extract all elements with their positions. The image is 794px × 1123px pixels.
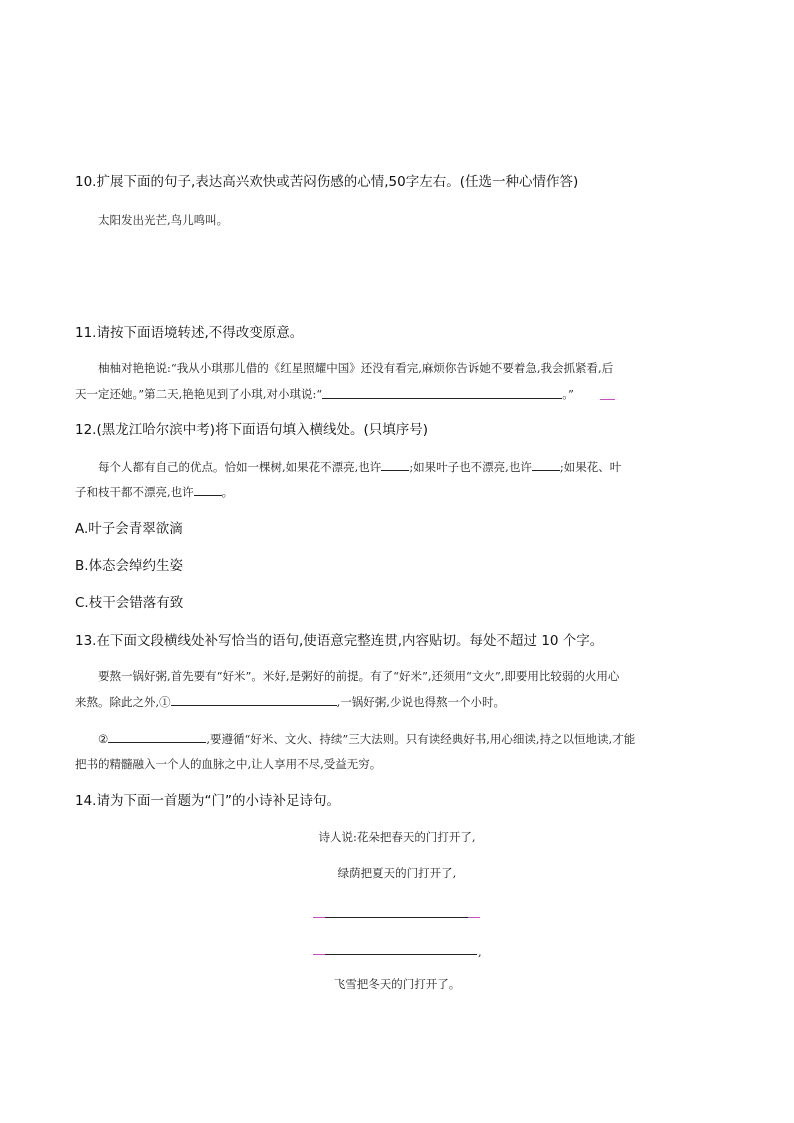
question-13-text-d: ,要遵循“好米、文火、持续”三大法则。只有读经典好书,用心细读,持之以恒地读,才能	[206, 732, 636, 746]
question-11-line-1: 柚柚对艳艳说:“我从小琪那儿借的《红星照耀中国》还没有看完,麻烦你告诉她不要着急,我会抓紧看,后	[98, 361, 614, 375]
question-11-line-2-end: 。”	[562, 387, 574, 401]
question-12-line-1	[98, 458, 621, 475]
answer-blank-11-mark	[600, 399, 615, 400]
poem-blank-3[interactable]	[325, 917, 468, 918]
option-b: B.体态会绰约生姿	[75, 558, 184, 574]
question-12-text-b: ;如果叶子也不漂亮,也许	[409, 460, 532, 474]
poem-line-2: 绿荫把夏天的门打开了,	[337, 866, 457, 880]
answer-blank-11[interactable]	[322, 386, 562, 399]
question-13-text-b: ,一锅好粥,少说也得熬一个小时。	[336, 695, 505, 709]
poem-blank-3-left-mark	[313, 917, 325, 918]
answer-blank-12-3[interactable]	[194, 483, 222, 496]
option-c: C.枝干会错落有致	[75, 595, 184, 611]
poem-blank-4-left-mark	[313, 954, 325, 955]
question-12-text-e: 。	[221, 485, 234, 499]
answer-blank-12-2[interactable]	[532, 458, 560, 471]
question-13-line-3	[98, 730, 635, 747]
answer-blank-13-2[interactable]	[108, 730, 206, 743]
question-11-title: 11.请按下面语境转述,不得改变原意。	[75, 325, 304, 341]
poem-line-4-comma: ,	[478, 945, 482, 959]
question-14-title: 14.请为下面一首题为“门”的小诗补足诗句。	[75, 793, 340, 809]
question-12-text-d: 子和枝干都不漂亮,也许	[75, 485, 194, 499]
question-11-line-2-start: 天一定还她。”第二天,艳艳见到了小琪,对小琪说:“	[75, 387, 323, 401]
answer-blank-12-1[interactable]	[381, 458, 409, 471]
option-a: A.叶子会青翠欲滴	[75, 521, 183, 537]
question-12-line-2	[75, 483, 233, 500]
question-12-title: 12.(黑龙江哈尔滨中考)将下面语句填入横线处。(只填序号)	[75, 422, 429, 438]
poem-blank-4[interactable]	[325, 954, 477, 955]
question-12-text-c: ;如果花、叶	[559, 460, 622, 474]
question-10-text: 太阳发出光芒,鸟儿鸣叫。	[98, 213, 229, 227]
question-12-text-a: 每个人都有自己的优点。恰如一棵树,如果花不漂亮,也许	[98, 460, 382, 474]
question-13-line-1: 要熬一锅好粥,首先要有“好米”。米好,是粥好的前提。有了“好米”,还须用“文火”,即要用比较弱的火用心	[98, 669, 620, 683]
question-13-title: 13.在下面文段横线处补写恰当的语句,使语意完整连贯,内容贴切。每处不超过 10 个字。	[75, 633, 604, 649]
question-11-line-2	[75, 386, 574, 402]
question-13-text-c: ②	[98, 732, 109, 746]
question-10-title: 10.扩展下面的句子,表达高兴欢快或苦闷伤感的心情,50字左右。(任选一种心情作答)	[75, 174, 579, 190]
answer-blank-13-1[interactable]	[171, 693, 337, 706]
poem-line-1: 诗人说:花朵把春天的门打开了,	[318, 830, 476, 844]
question-13-line-4: 把书的精髓融入一个人的血脉之中,让人享用不尽,受益无穷。	[75, 757, 382, 771]
question-13-text-a: 来熬。除此之外,①	[75, 695, 171, 709]
question-13-line-2	[75, 693, 505, 710]
poem-line-5: 飞雪把冬天的门打开了。	[333, 977, 461, 991]
poem-blank-3-right-mark	[468, 917, 480, 918]
